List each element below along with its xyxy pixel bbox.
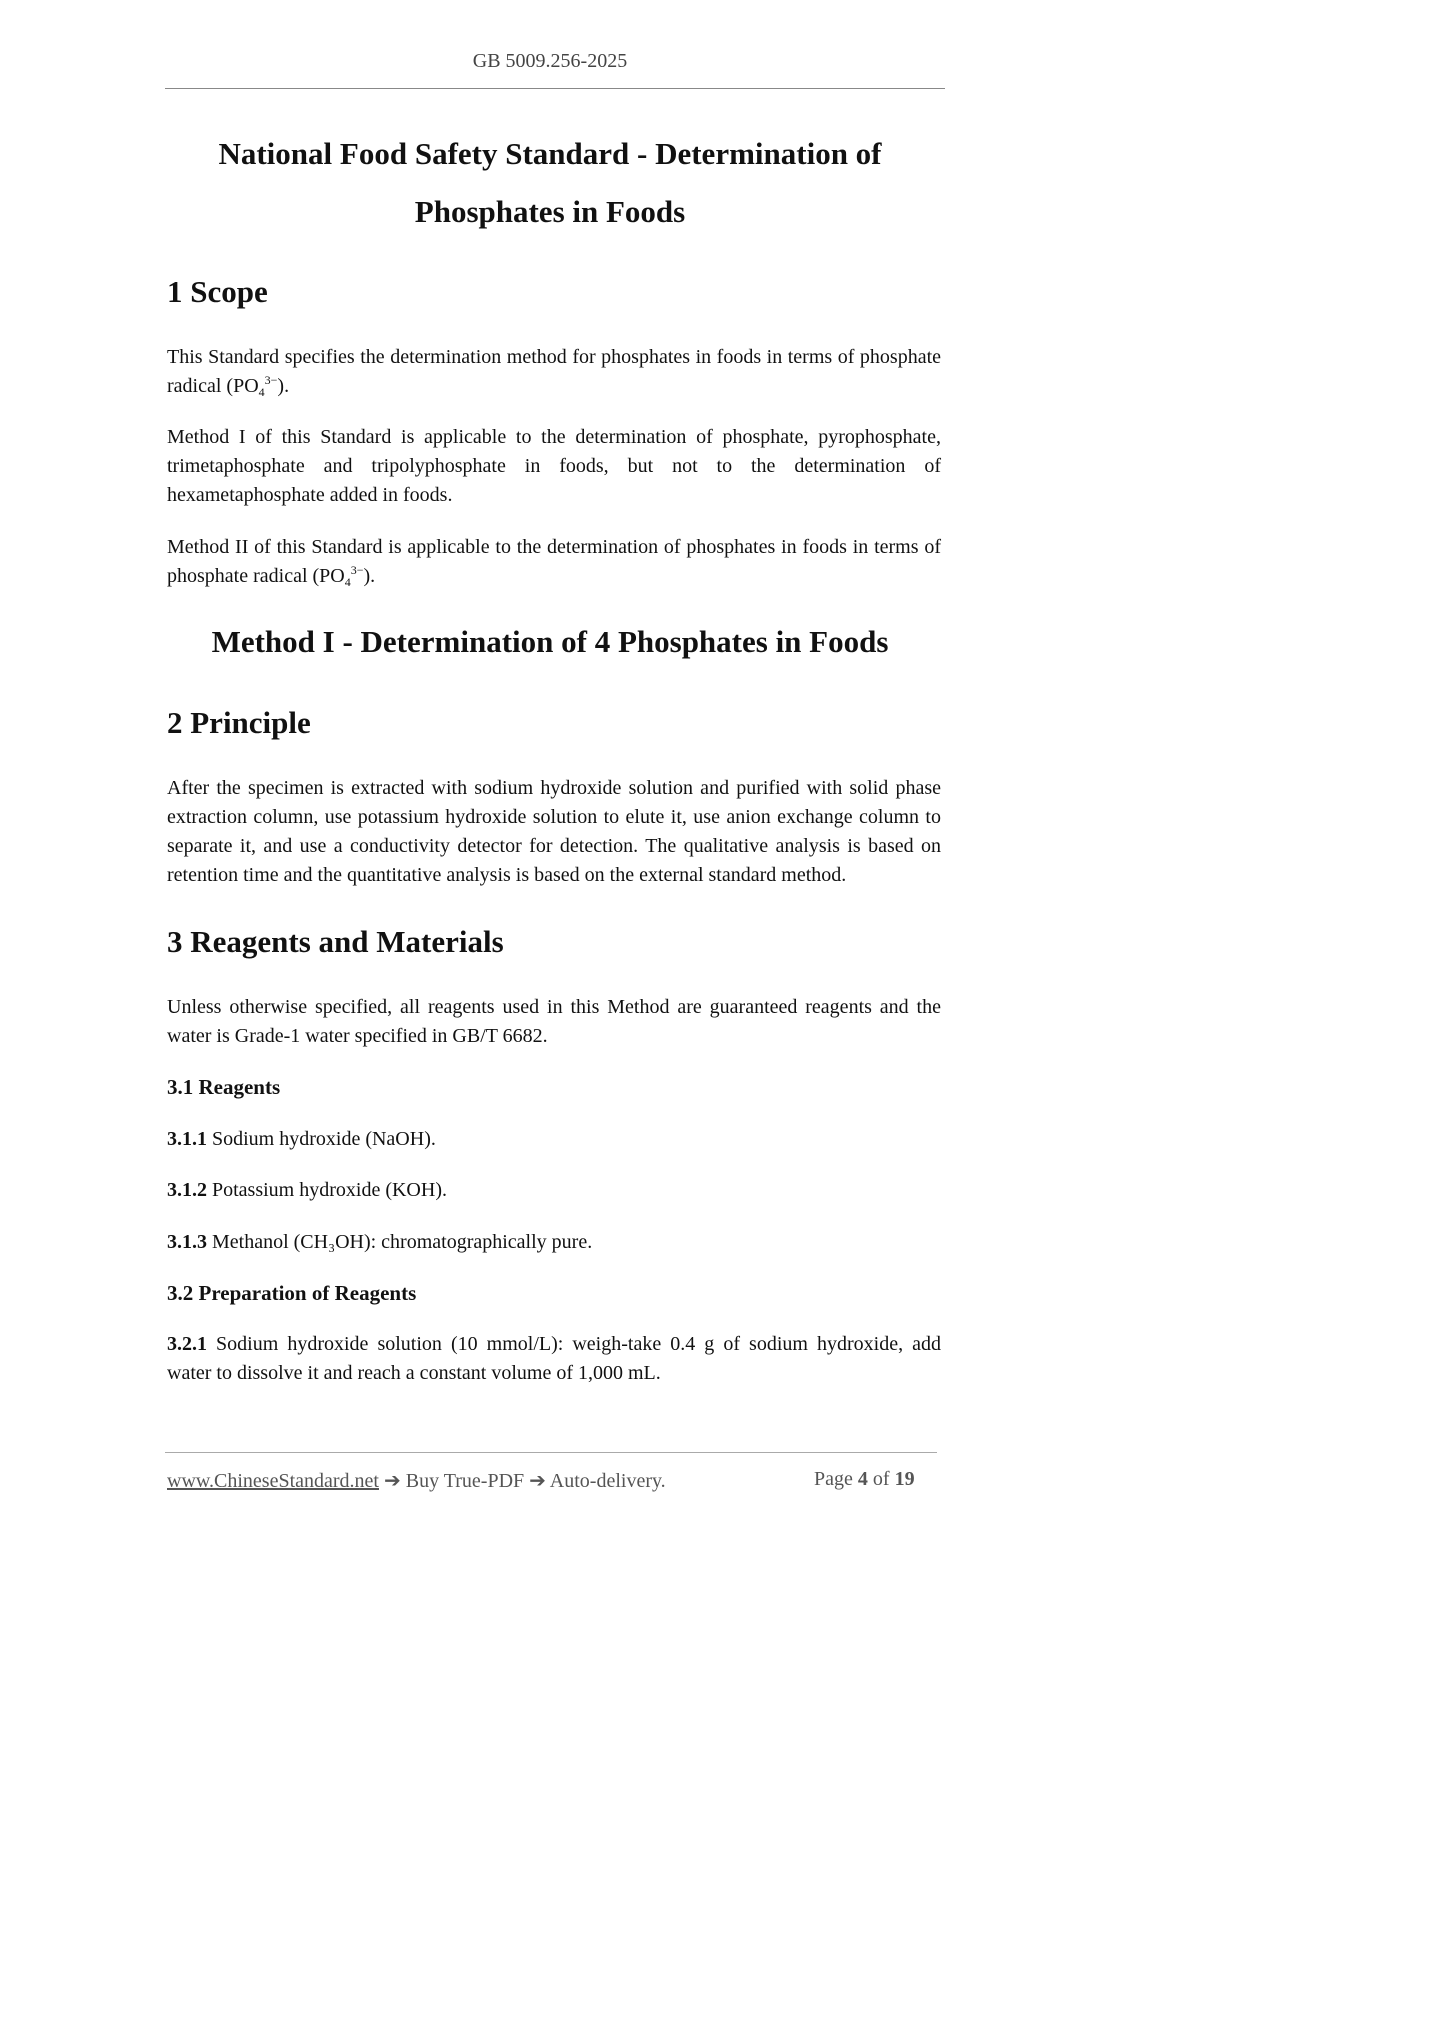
subsection-heading-preparation: 3.2 Preparation of Reagents xyxy=(167,1281,417,1305)
subsection-heading-reagents: 3.1 Reagents xyxy=(167,1075,281,1099)
footer-site-link[interactable]: www.ChineseStandard.net xyxy=(167,1470,379,1492)
principle-paragraph: After the specimen is extracted with sodium hydroxide solution and purified with solid phase extraction column, use potassium hydroxide solution to elute it, use anion exchange column to separate it, and use a conductivity detector for detection. The qualitative analysis is based on retention time and the quantitative analysis is based on the external standard method. xyxy=(167,777,941,886)
scope-paragraph-2 xyxy=(167,423,941,510)
total-pages-number: 19 xyxy=(894,1468,915,1490)
scope-p2-line-1: Method I of this Standard is applicable to the determination of phosphate, pyrophosphate, xyxy=(167,426,941,448)
scope-p2-line-2: trimetaphosphate and tripolyphosphate in foods, but not to the determination of xyxy=(167,455,941,477)
footer-divider xyxy=(165,1452,937,1453)
scope-paragraph-1 xyxy=(167,343,941,401)
footer-promo xyxy=(167,1468,666,1493)
scope-p1-line-2: radical $(PO_4^{3-})$. xyxy=(167,373,290,399)
reagents-intro-paragraph: Unless otherwise specified, all reagents used in this Method are guaranteed reagents and the water is Grade-1 water specified in GB/T 6682. xyxy=(167,996,941,1047)
reagent-item-3-1-1: 3.1.1 Sodium hydroxide (NaOH). xyxy=(167,1128,436,1150)
scope-p3-line-2: phosphate radical $(PO_4^{3-})$. xyxy=(167,563,376,589)
reagent-item-3-1-2: 3.1.2 Potassium hydroxide (KOH). xyxy=(167,1179,447,1201)
section-heading-reagents: 3 Reagents and Materials xyxy=(167,924,504,959)
scope-p1-line-1: This Standard specifies the determination method for phosphates in foods in terms of phosphate xyxy=(167,346,941,368)
page-indicator: Page 4 of 19 xyxy=(814,1468,915,1490)
document-code-header: GB 5009.256-2025 xyxy=(472,50,628,72)
scope-p3-line-1: Method II of this Standard is applicable to the determination of phosphates in foods in terms of xyxy=(167,536,941,558)
scope-paragraph-3 xyxy=(167,533,941,591)
reagent-item-3-1-3: 3.1.3 Methanol (CH₃OH): chromatographically pure. xyxy=(167,1231,593,1253)
document-title-line-2: Phosphates in Foods xyxy=(414,194,686,229)
section-heading-scope: 1 Scope xyxy=(167,274,268,309)
section-heading-principle: 2 Principle xyxy=(167,705,311,740)
preparation-item-3-2-1: 3.2.1 Sodium hydroxide solution (10 mmol/L): weigh-take 0.4 g of sodium hydroxide, add water to dissolve it and reach a constant volume of 1,000 mL. xyxy=(167,1333,941,1384)
header-divider xyxy=(165,88,945,89)
document-title-line-1: National Food Safety Standard - Determination of xyxy=(218,136,882,171)
method-1-heading: Method I - Determination of 4 Phosphates in Foods xyxy=(211,624,889,659)
footer-promo-text: ➔ Buy True-PDF ➔ Auto-delivery. xyxy=(379,1470,666,1492)
current-page-number: 4 xyxy=(857,1468,868,1490)
scope-p2-line-3: hexametaphosphate added in foods. xyxy=(167,484,453,506)
